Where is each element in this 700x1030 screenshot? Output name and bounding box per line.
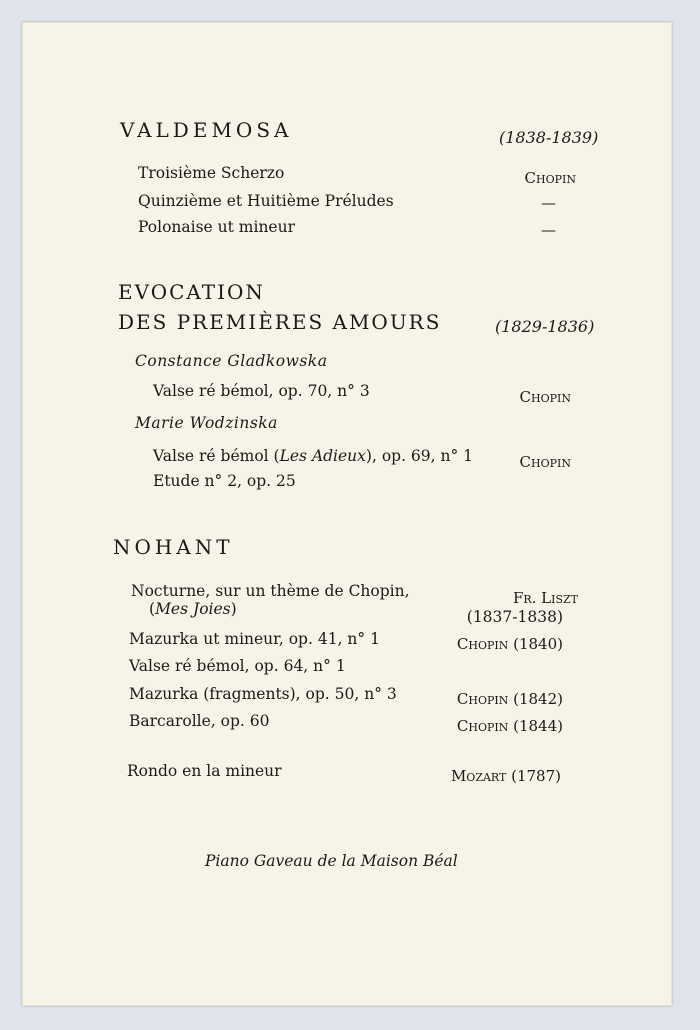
composer-name: Mozart (1787) <box>450 767 561 785</box>
work-item: Valse ré bémol, op. 64, n° 1 <box>129 657 346 675</box>
section-title-valdemosa: VALDEMOSA <box>120 118 293 142</box>
work-item: Barcarolle, op. 60 <box>129 712 270 730</box>
work-item: Rondo en la mineur <box>127 762 282 780</box>
work-item: Polonaise ut mineur <box>138 218 295 236</box>
work-item: Quinzième et Huitième Préludes <box>138 192 394 210</box>
work-item: Mazurka ut mineur, op. 41, n° 1 <box>129 630 380 648</box>
section-title-evocation: EVOCATION <box>118 280 265 304</box>
work-item: Nocturne, sur un thème de Chopin, <box>131 582 410 600</box>
ditto-mark: — <box>541 221 556 239</box>
dates-evocation: (1829-1836) <box>495 317 595 336</box>
program-page <box>22 22 672 1006</box>
footer-note: Piano Gaveau de la Maison Béal <box>205 852 458 870</box>
work-item: Valse ré bémol, op. 70, n° 3 <box>153 382 370 400</box>
composer-name: Fr. Liszt <box>512 589 578 607</box>
work-item: Etude n° 2, op. 25 <box>153 472 296 490</box>
composer-dates: (1837-1838) <box>466 608 563 626</box>
dates-valdemosa: (1838-1839) <box>499 128 599 147</box>
work-item: Valse ré bémol (Les Adieux), op. 69, n° 1 <box>153 447 474 465</box>
work-item-subtitle: (Mes Joies) <box>149 600 237 618</box>
composer-name: Chopin <box>519 388 571 406</box>
work-item: Mazurka (fragments), op. 50, n° 3 <box>129 685 397 703</box>
ditto-mark: — <box>541 194 556 212</box>
person-name: Marie Wodzinska <box>135 414 278 432</box>
composer-name: Chopin (1844) <box>456 717 563 735</box>
composer-name: Chopin (1842) <box>456 690 563 708</box>
work-item: Troisième Scherzo <box>138 164 285 182</box>
section-title-evocation-line2: DES PREMIÈRES AMOURS <box>118 310 442 334</box>
person-name: Constance Gladkowska <box>135 352 328 370</box>
composer-name: Chopin (1840) <box>456 635 563 653</box>
section-title-nohant: NOHANT <box>113 535 234 559</box>
composer-name: Chopin <box>519 453 571 471</box>
composer-name: Chopin <box>524 169 576 187</box>
